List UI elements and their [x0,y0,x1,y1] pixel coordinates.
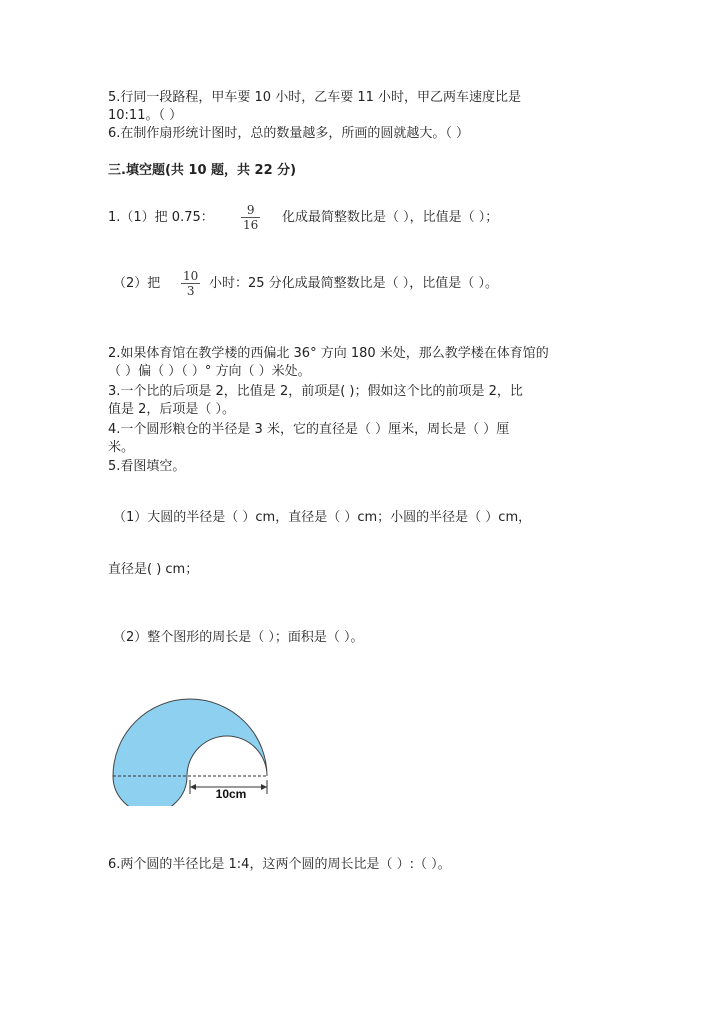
fill-q3-line2: 值是 2，后项是（ ）。 [108,402,236,417]
fraction-numerator: 10 [183,269,199,283]
fill-q1-part1-post: 化成最简整数比是（ ），比值是（ ）； [282,210,499,225]
tf-q6: 6.在制作扇形统计图时，总的数量越多，所画的圆就越大。（ ） [108,126,470,141]
fill-q4-line1: 4.一个圆形粮仓的半径是 3 米，它的直径是（ ）厘米，周长是（ ）厘 [108,422,510,437]
fill-q5-title: 5.看图填空。 [108,459,186,474]
fill-q1-part2-post: 小时：25 分化成最简整数比是（ ），比值是（ ）。 [209,276,498,291]
arrowhead-right-icon [261,784,267,790]
semicircle-figure [104,694,284,806]
fraction-numerator: 9 [246,203,255,217]
fill-q5-part1-cont: 直径是( ) cm； [108,562,199,577]
fraction-9-16 [241,203,260,233]
arrowhead-left-icon [190,784,196,790]
fraction-10-3 [181,269,200,299]
tf-q5-line2: 10:11。（ ） [108,108,183,123]
section-title: 三.填空题(共 10 题，共 22 分) [108,163,297,178]
fill-q6: 6.两个圆的半径比是 1:4，这两个圆的周长比是（ ）:（ ）。 [108,857,451,872]
fill-q1-part2-pre: （2）把 [113,276,161,291]
dimension-label: 10cm [215,787,247,801]
fill-q3-line1: 3.一个比的后项是 2，比值是 2，前项是( )；假如这个比的前项是 2，比 [108,384,523,399]
fraction-denominator: 16 [243,218,259,232]
fill-q1-part1-pre: 1.（1）把 0.75： [108,210,214,225]
fraction-denominator: 3 [186,284,195,298]
fill-q5-part1: （1）大圆的半径是（ ）cm，直径是（ ）cm；小圆的半径是（ ）cm， [113,510,532,525]
fill-q5-part2: （2）整个图形的周长是（ ）；面积是（ ）。 [113,630,364,645]
fill-q4-line2: 米。 [108,440,135,455]
fill-q2-line1: 2.如果体育馆在教学楼的西偏北 36° 方向 180 米处，那么教学楼在体育馆的 [108,346,549,361]
fill-q2-line2: （ ）偏（ ）（ ）° 方向（ ）米处。 [108,364,311,379]
tf-q5-line1: 5.行同一段路程，甲车要 10 小时，乙车要 11 小时，甲乙两车速度比是 [108,90,522,105]
